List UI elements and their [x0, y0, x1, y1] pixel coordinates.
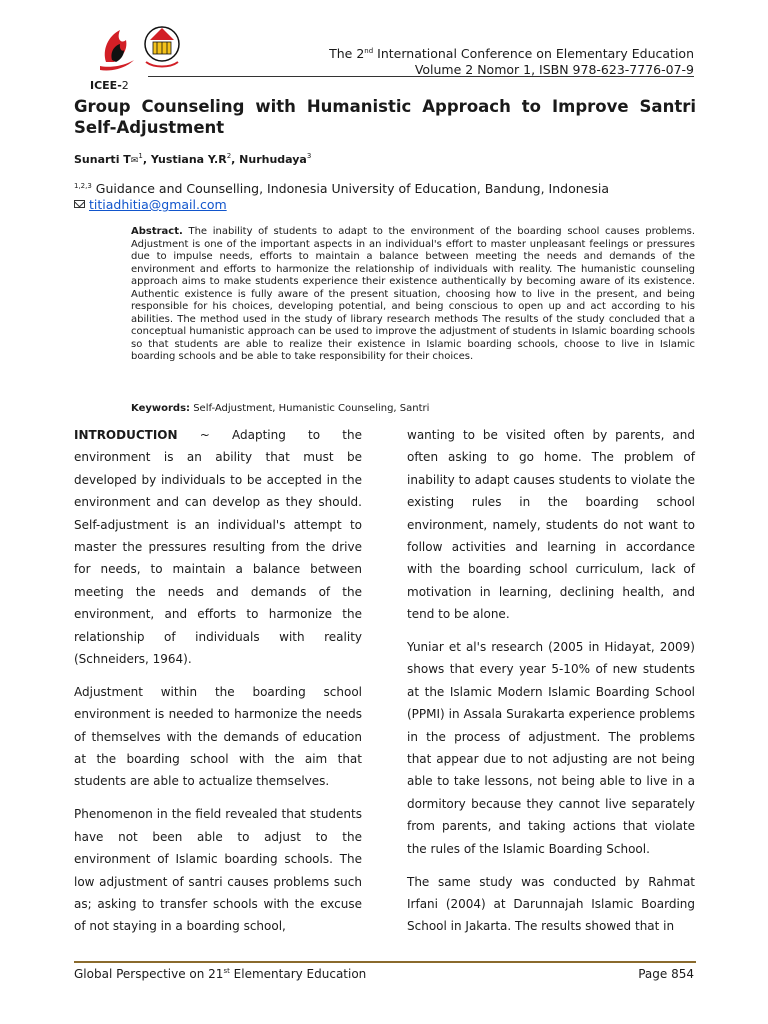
body-paragraph: Adjustment within the boarding school environment is needed to harmonize the needs of themselves with the demands of education at the boarding school with the aim that students are able to actualize themselves.: [74, 684, 362, 789]
email-link[interactable]: titiadhitia@gmail.com: [89, 197, 227, 212]
body-column-left: [74, 424, 362, 948]
footer-journal: Global Perspective on 21st Elementary Education: [74, 967, 367, 981]
abstract-label: Abstract.: [131, 226, 183, 237]
page-number: Page 854: [638, 967, 694, 981]
keywords-text: Self-Adjustment, Humanistic Counseling, Santri: [190, 403, 430, 414]
body-paragraph: Yuniar et al's research (2005 in Hidayat, 2009) shows that every year 5-10% of new students at the Islamic Modern Islamic Boarding School (PPMI) in Assala Surakarta experience problems in the process of adjustment. The problems that appear due to not adjusting are not being able to take lessons, not being able to live in a dormitory because they cannot live separately from parents, and taking actions that violate the rules of the Islamic Boarding School.: [407, 640, 695, 856]
keywords: [131, 403, 429, 414]
icee-logo-icon: [100, 22, 190, 74]
header-divider: [148, 76, 694, 77]
section-heading-introduction: INTRODUCTION: [74, 428, 178, 442]
keywords-label: Keywords:: [131, 403, 191, 414]
conference-label: ICEE-2: [90, 79, 129, 92]
conference-header: [329, 43, 694, 78]
footer-divider: [74, 961, 696, 963]
envelope-icon: ✉: [130, 156, 139, 166]
mail-icon: [74, 200, 85, 208]
abstract: [131, 226, 695, 364]
body-column-right: [407, 424, 695, 948]
body-paragraph: Phenomenon in the field revealed that students have not been able to adjust to the environment of Islamic boarding schools. The low adjustment of santri causes problems such as; asking to transfer schools with the excuse of not staying in a boarding school,: [74, 807, 362, 934]
body-paragraph: wanting to be visited often by parents, and often asking to go home. The problem of inability to adapt causes students to violate the existing rules in the boarding school environment, namely, students do not want to follow activities and learning in accordance with the boarding school curriculum, lack of motivation in learning, declining health, and tend to be alone.: [407, 428, 695, 622]
body-paragraph: The same study was conducted by Rahmat Irfani (2004) at Darunnajah Islamic Boarding School in Jakarta. The results showed that in: [407, 874, 695, 934]
affiliation: $^{1,2,3}$ Guidance and Counselling, Indonesia University of Education, Bandung, Indonesia: [74, 181, 609, 196]
paper-title: Group Counseling with Humanistic Approach to Improve Santri Self-Adjustment: [74, 97, 696, 137]
abstract-text: The inability of students to adapt to the environment of the boarding school causes problems. Adjustment is one of the important aspects in an individual's effort to master unpleasant feelings or pressures due to impulse needs, efforts to maintain a balance between meeting the needs and demands of the environment and efforts to harmonize the relationship of individuals with reality. The humanistic counseling approach aims to make students experience their existence authentically by becoming aware of its existence. Authentic existence is fully aware of the present situation, choosing how to live in the present, and being responsible for his choices, developing potential, and being conscious to open up and act according to his abilities. The method used in the study of library research methods The results of the study concluded that a conceptual humanistic approach can be used to improve the adjustment of students in Islamic boarding schools so that students are able to realize their existence in Islamic boarding schools, choose to live in Islamic boarding schools and be able to take responsibility for their choices.: [131, 226, 695, 362]
intro-paragraph: INTRODUCTION ~ Adapting to the environment is an ability that must be developed by individuals to be accepted in the environment and can develop as they should. Self-adjustment is an individual's attempt to master the pressures resulting from the drive for needs, to maintain a balance between meeting the needs and demands of the environment, and efforts to harmonize the relationship of individuals with reality (Schneiders, 1964).: [74, 428, 362, 667]
conference-logos: [100, 22, 190, 74]
author-email: [74, 197, 227, 212]
conference-name: The 2nd International Conference on Elementary Education: [329, 46, 694, 61]
author-list: Sunarti T✉$^1$, Yustiana $Y.R^2$, Nurhudaya$^3$: [74, 152, 312, 166]
volume-isbn: Volume 2 Nomor 1, ISBN 978-623-7776-07-9: [414, 62, 694, 77]
